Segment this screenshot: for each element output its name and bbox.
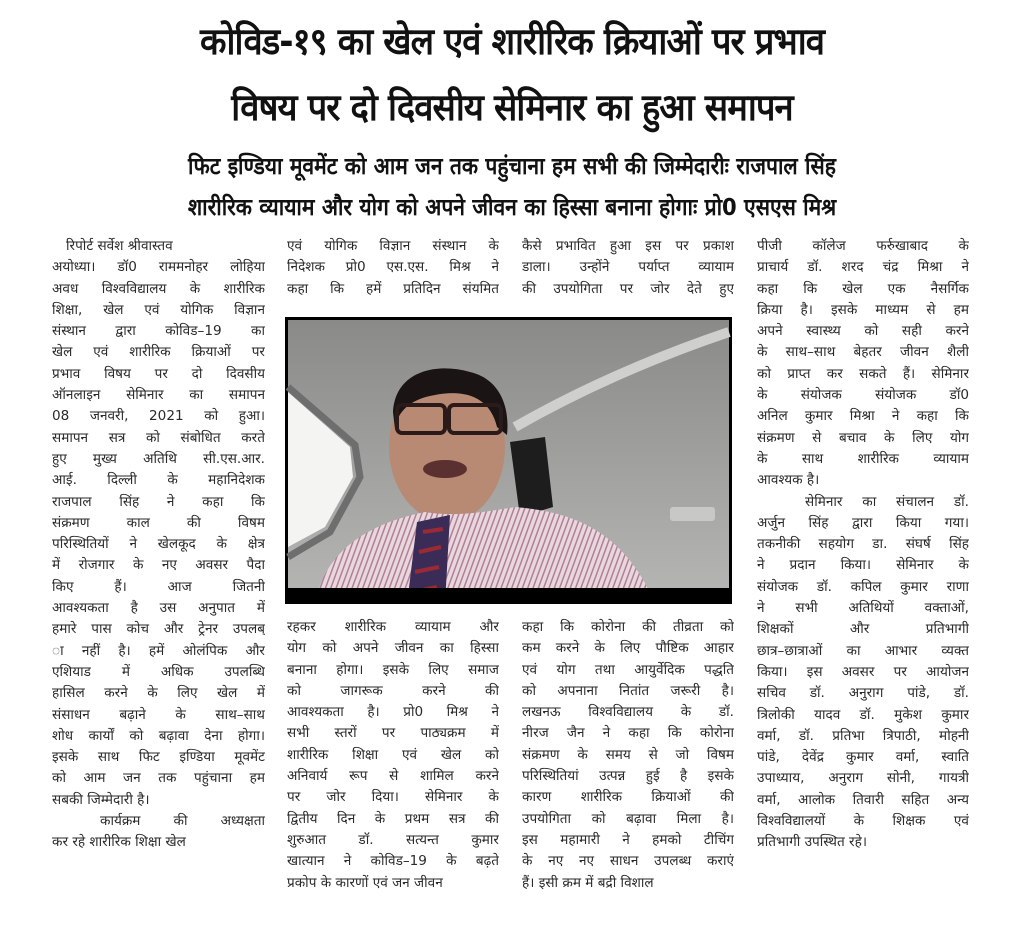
article-line: योग को अपने जीवन का हिस्सा bbox=[287, 640, 499, 657]
article-line: वर्मा, डॉ. प्रतिभा त्रिपाठी, मोहनी bbox=[757, 727, 969, 744]
article-line: ने प्रदान किया। सेमिनार के bbox=[757, 557, 969, 574]
article-line: बनाना होगा। इसके लिए समाज bbox=[287, 661, 499, 678]
article-line: ऑनलाइन सेमिनार का समापन bbox=[52, 387, 265, 404]
article-line: कम करने के लिए पौष्टिक आहार bbox=[522, 640, 734, 657]
article-line: एशियाड में अधिक उपलब्धि bbox=[52, 663, 265, 680]
article-column-2-bottom bbox=[287, 617, 499, 894]
article-column-4 bbox=[757, 236, 969, 854]
article-line: रिपोर्ट सर्वेश श्रीवास्तव bbox=[66, 238, 173, 254]
article-line: कहा कि खेल एक नैसर्गिक bbox=[757, 280, 969, 297]
article-line: सचिव डॉ. अनुराग पांडे, डॉ. bbox=[757, 685, 969, 702]
article-line: लखनऊ विश्वविद्यालय के डॉ. bbox=[522, 704, 734, 721]
subheadline-line-1: फिट इण्डिया मूवमेंट को आम जन तक पहुंचाना हम सभी की जिम्मेदारीः राजपाल सिंह bbox=[188, 152, 836, 180]
article-line: रहकर शारीरिक व्यायाम और bbox=[287, 619, 499, 635]
article-line: के संयोजक संयोजक डॉ0 bbox=[757, 387, 969, 404]
article-line: हासिल करने के लिए खेल में bbox=[52, 685, 265, 702]
article-line: सभी स्तरों पर पाठ्यक्रम में bbox=[287, 725, 499, 742]
article-line: नीरज जैन ने कहा कि कोरोना bbox=[522, 725, 734, 742]
article-line: ने सभी अतिथियों वक्ताओं, bbox=[757, 600, 969, 617]
article-line: कारण शारीरिक क्रियाओं की bbox=[522, 789, 734, 806]
article-line: को अपनाना नितांत जरूरी है। bbox=[522, 682, 734, 699]
article-line: संस्थान द्वारा कोविड–19 का bbox=[52, 323, 265, 340]
article-line: अयोध्या। डॉ0 राममनोहर लोहिया bbox=[52, 259, 265, 276]
article-line: किए हैं। आज जितनी bbox=[52, 578, 265, 595]
article-line: कहा कि हमें प्रतिदिन संयमित bbox=[287, 280, 499, 297]
article-column-3-top bbox=[522, 236, 734, 300]
article-line: डाला। उन्होंने पर्याप्त व्यायाम bbox=[522, 259, 734, 276]
article-line: प्रभाव विषय पर दो दिवसीय bbox=[52, 365, 265, 382]
headline-line-1: कोविड-१९ का खेल एवं शारीरिक क्रियाओं पर प्रभाव bbox=[200, 20, 824, 63]
article-line: पांडे, देवेंद्र कुमार वर्मा, स्वाति bbox=[757, 749, 969, 766]
article-line: क्रिया है। इसके माध्यम से हम bbox=[757, 301, 969, 318]
article-line: संक्रमण के समय से जो विषम bbox=[522, 746, 734, 763]
article-line: उपयोगिता को बढ़ावा मिला है। bbox=[522, 810, 734, 827]
article-line: सबकी जिम्मेदारी है। bbox=[52, 791, 150, 808]
article-line: के साथ–साथ बेहतर जीवन शैली bbox=[757, 344, 969, 361]
article-line: वर्मा, आलोक तिवारी सहित अन्य bbox=[757, 791, 969, 808]
article-line: पर जोर दिया। सेमिनार के bbox=[287, 789, 499, 806]
article-line: हुए मुख्य अतिथि सी.एस.आर. bbox=[52, 450, 265, 467]
article-line: शुरुआत डॉ. सत्यन्त कुमार bbox=[287, 831, 499, 848]
article-line: खात्यान ने कोविड–19 के बढ़ते bbox=[287, 853, 499, 870]
article-line: को प्राप्त कर सकते हैं। सेमिनार bbox=[757, 365, 969, 382]
article-line: को आम जन तक पहुंचाना हम bbox=[52, 770, 265, 787]
article-column-1 bbox=[52, 236, 265, 854]
article-line: विश्वविद्यालयों के शिक्षक एवं bbox=[757, 813, 969, 830]
article-line: के साथ शारीरिक व्यायाम bbox=[757, 450, 969, 467]
article-line: एवं योगिक विज्ञान संस्थान के bbox=[287, 238, 499, 254]
article-line: द्वितीय दिन के प्रथम सत्र की bbox=[287, 810, 499, 827]
article-line: अनिल कुमार मिश्रा ने कहा कि bbox=[757, 408, 969, 425]
article-line: को जागरूक करने की bbox=[287, 682, 499, 699]
article-line: कर रहे शारीरिक शिक्षा खेल bbox=[52, 834, 186, 851]
article-line: शिक्षा, खेल एवं योगिक विज्ञान bbox=[52, 301, 265, 318]
article-line: आई. दिल्ली के महानिदेशक bbox=[52, 472, 265, 489]
article-line: शिक्षकों और प्रतिभागी bbox=[757, 621, 969, 638]
article-line: प्रतिभागी उपस्थित रहे। bbox=[757, 834, 867, 851]
article-line: इसके साथ फिट इण्डिया मूवमेंट bbox=[52, 749, 265, 766]
speaker-video-still bbox=[285, 317, 732, 604]
subheadline-line-2: शारीरिक व्यायाम और योग को अपने जीवन का हिस्सा बनाना होगाः प्रो0 एसएस मिश्र bbox=[187, 193, 837, 221]
article-line: आवश्यकता है। प्रो0 मिश्र ने bbox=[287, 704, 499, 721]
article-line: निदेशक प्रो0 एस.एस. मिश्र ने bbox=[287, 259, 499, 276]
article-line: परिस्थितियां उत्पन्न हुई है इसके bbox=[522, 768, 734, 785]
article-column-3-bottom bbox=[522, 617, 734, 894]
article-line: संसाधन बढ़ाने के साथ–साथ bbox=[52, 706, 265, 723]
article-line: संक्रमण काल की विषम bbox=[52, 514, 265, 531]
article-line: अनिवार्य रूप से शामिल करने bbox=[287, 768, 499, 785]
article-line: छात्र–छात्राओं का आभार व्यक्त bbox=[757, 642, 969, 659]
headline-line-2: विषय पर दो दिवसीय सेमिनार का हुआ समापन bbox=[231, 86, 793, 129]
article-line: ा नहीं है। हमें ओलंपिक और bbox=[52, 642, 265, 659]
article-line: एवं योग तथा आयुर्वेदिक पद्धति bbox=[522, 661, 734, 678]
article-line: अवध विश्वविद्यालय के शारीरिक bbox=[52, 280, 265, 297]
article-line: अर्जुन सिंह द्वारा किया गया। bbox=[757, 514, 969, 531]
article-line: आवश्यक है। bbox=[757, 472, 820, 489]
article-line: संक्रमण से बचाव के लिए योग bbox=[757, 429, 969, 446]
article-line: प्रकोप के कारणों एवं जन जीवन bbox=[287, 874, 443, 891]
article-line: समापन सत्र को संबोधित करते bbox=[52, 429, 265, 446]
article-line: परिस्थितियों ने खेलकूद के क्षेत्र bbox=[52, 536, 265, 553]
article-line: हैं। इसी क्रम में बद्री विशाल bbox=[522, 874, 654, 891]
article-line: किया। इस अवसर पर आयोजन bbox=[757, 663, 969, 680]
article-line: आवश्यकता है उस अनुपात में bbox=[52, 600, 265, 617]
article-line: राजपाल सिंह ने कहा कि bbox=[52, 493, 265, 510]
article-line: त्रिलोकी यादव डॉ. मुकेश कुमार bbox=[757, 706, 969, 723]
article-line: खेल एवं शारीरिक क्रियाओं पर bbox=[52, 344, 265, 361]
article-line: कहा कि कोरोना की तीव्रता को bbox=[522, 619, 734, 635]
article-line: उपाध्याय, अनुराग सोनी, गायत्री bbox=[757, 770, 969, 787]
article-line: कार्यक्रम की अध्यक्षता bbox=[100, 813, 265, 830]
article-line: प्राचार्य डॉ. शरद चंद्र मिश्रा ने bbox=[757, 259, 969, 276]
article-line: सेमिनार का संचालन डॉ. bbox=[805, 493, 969, 510]
article-line: शोध कार्यों को बढ़ावा देना होगा। bbox=[52, 727, 265, 744]
article-line: पीजी कॉलेज फर्रुखाबाद के bbox=[757, 238, 969, 254]
article-line: संयोजक डॉ. कपिल कुमार राणा bbox=[757, 578, 969, 595]
article-line: तकनीकी सहयोग डा. संघर्ष सिंह bbox=[757, 536, 969, 553]
article-line: इस महामारी ने हमको टीचिंग bbox=[522, 831, 734, 848]
article-line: अपने स्वास्थ्य को सही करने bbox=[757, 323, 969, 340]
article-line: में रोजगार के नए अवसर पैदा bbox=[52, 557, 265, 574]
article-line: की उपयोगिता पर जोर देते हुए bbox=[522, 280, 734, 297]
article-line: कैसे प्रभावित हुआ इस पर प्रकाश bbox=[522, 238, 734, 254]
article-line: शारीरिक शिक्षा एवं खेल को bbox=[287, 746, 499, 763]
article-column-2-top bbox=[287, 236, 499, 300]
news-photo bbox=[285, 317, 732, 604]
article-line: हमारे पास कोच और ट्रेनर उपलब् bbox=[52, 621, 265, 638]
article-line: 08 जनवरी, 2021 को हुआ। bbox=[52, 408, 265, 425]
article-line: के नए नए साधन उपलब्ध कराएं bbox=[522, 853, 734, 870]
